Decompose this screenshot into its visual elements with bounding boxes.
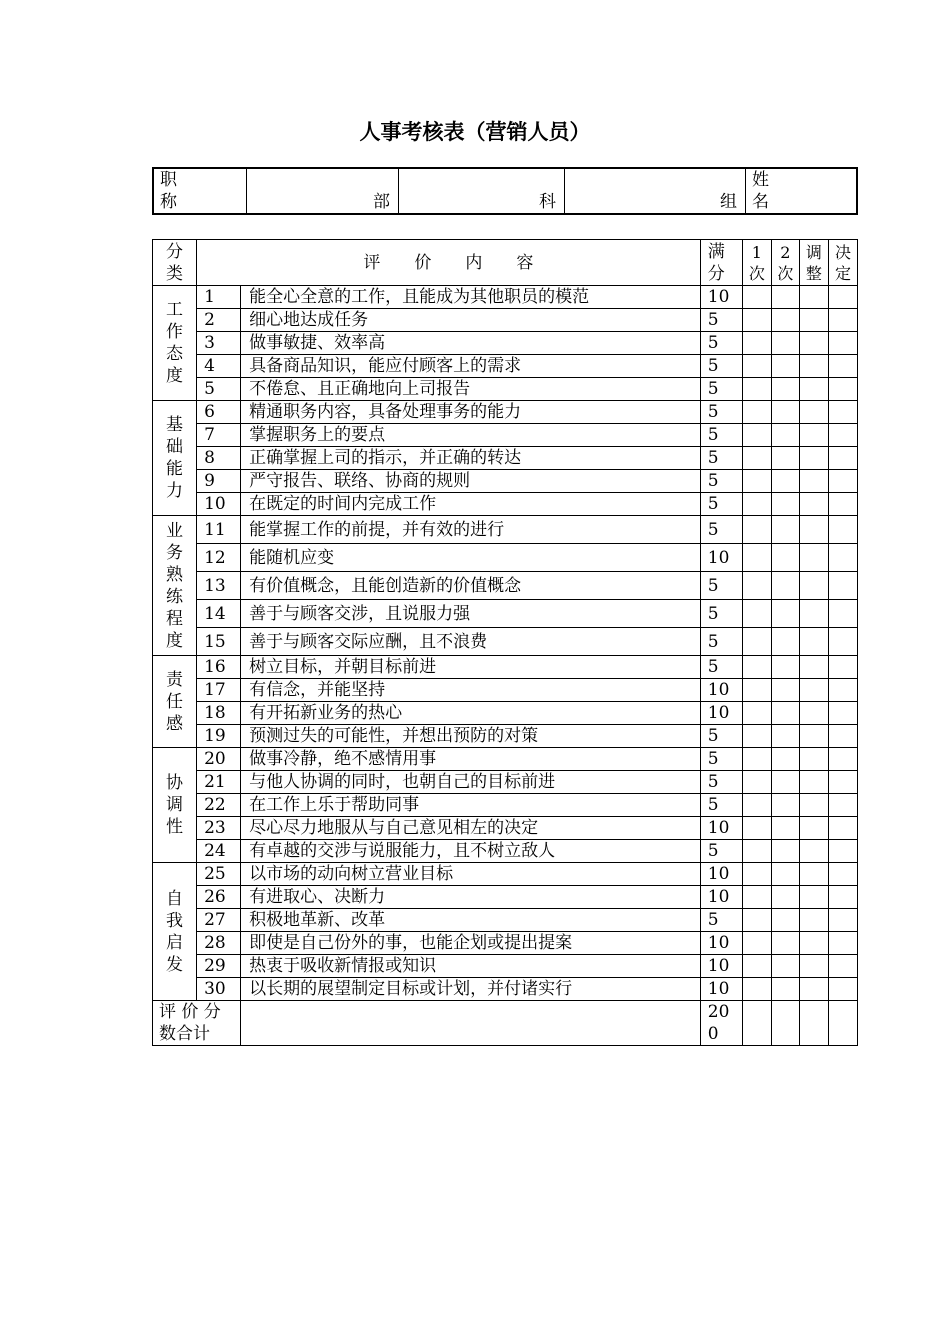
category-char: 我 [166,910,184,931]
second-eval-cell[interactable] [771,378,799,401]
decide-cell[interactable] [828,863,857,886]
adjust-cell[interactable] [799,771,828,794]
total-second-cell[interactable] [771,1001,799,1046]
item-full-score: 5 [700,840,742,863]
item-full-score: 10 [700,679,742,702]
item-text: 善于与顾客交涉，且说服力强 [241,600,701,628]
item-text: 有价值概念，且能创造新的价值概念 [241,572,701,600]
table-row [153,493,858,516]
item-number: 10 [197,493,241,516]
first-eval-cell[interactable] [742,794,771,817]
header-content: 评 价 内 容 [197,240,701,286]
item-text: 善于与顾客交际应酬，且不浪费 [241,628,701,656]
category-cell [153,748,197,863]
second-eval-cell[interactable] [771,286,799,309]
table-row [153,355,858,378]
item-text: 即使是自己份外的事，也能企划或提出提案 [241,932,701,955]
adjust-cell[interactable] [799,794,828,817]
total-row [153,1001,858,1046]
category-char: 程 [166,608,184,629]
item-full-score: 5 [700,725,742,748]
table-row [153,771,858,794]
group-field[interactable]: 组 [565,168,746,214]
table-row [153,794,858,817]
adjust-cell[interactable] [799,978,828,1001]
decide-cell[interactable] [828,840,857,863]
item-full-score: 10 [700,286,742,309]
decide-cell[interactable] [828,679,857,702]
table-row [153,600,858,628]
item-full-score: 5 [700,493,742,516]
decide-cell[interactable] [828,725,857,748]
decide-cell[interactable] [828,600,857,628]
adjust-cell[interactable] [799,424,828,447]
category-char: 力 [166,481,184,501]
first-eval-cell[interactable] [742,447,771,470]
item-full-score: 5 [700,332,742,355]
table-row [153,447,858,470]
adjust-cell[interactable] [799,516,828,544]
table-row [153,886,858,909]
category-char: 调 [166,795,184,815]
header-adjust: 调 整 [799,240,828,286]
item-number: 11 [197,516,241,544]
total-adjust-cell[interactable] [799,1001,828,1046]
category-char: 业 [166,520,184,541]
adjust-cell[interactable] [799,886,828,909]
decide-cell[interactable] [828,628,857,656]
second-eval-cell[interactable] [771,355,799,378]
table-header-row [153,240,858,286]
item-number: 3 [197,332,241,355]
first-eval-cell[interactable] [742,840,771,863]
table-row [153,470,858,493]
second-eval-cell[interactable] [771,600,799,628]
item-number: 22 [197,794,241,817]
category-char: 务 [166,542,184,563]
second-eval-cell[interactable] [771,470,799,493]
item-number: 13 [197,572,241,600]
item-text: 在既定的时间内完成工作 [241,493,701,516]
item-text: 与他人协调的同时，也朝自己的目标前进 [241,771,701,794]
first-eval-cell[interactable] [742,702,771,725]
category-char: 性 [166,817,184,837]
category-cell [153,516,197,656]
table-row [153,516,858,544]
second-eval-cell[interactable] [771,817,799,840]
category-char: 熟 [166,564,184,585]
item-full-score: 10 [700,932,742,955]
header-first-eval: 1 次 [742,240,771,286]
total-first-cell[interactable] [742,1001,771,1046]
table-row [153,840,858,863]
second-eval-cell[interactable] [771,702,799,725]
second-eval-cell[interactable] [771,794,799,817]
first-eval-cell[interactable] [742,748,771,771]
second-eval-cell[interactable] [771,493,799,516]
first-eval-cell[interactable] [742,378,771,401]
category-char: 自 [166,888,184,909]
decide-cell[interactable] [828,794,857,817]
total-full-score: 20 0 [700,1001,742,1046]
first-eval-cell[interactable] [742,309,771,332]
adjust-cell[interactable] [799,863,828,886]
item-full-score: 5 [700,516,742,544]
adjust-cell[interactable] [799,656,828,679]
item-number: 24 [197,840,241,863]
table-row [153,572,858,600]
adjust-cell[interactable] [799,355,828,378]
adjust-cell[interactable] [799,401,828,424]
item-full-score: 10 [700,978,742,1001]
decide-cell[interactable] [828,909,857,932]
first-eval-cell[interactable] [742,332,771,355]
decide-cell[interactable] [828,470,857,493]
header-decide: 决 定 [828,240,857,286]
item-text: 细心地达成任务 [241,309,701,332]
name-field[interactable]: 姓 名 [746,168,858,214]
table-row [153,932,858,955]
item-number: 16 [197,656,241,679]
first-eval-cell[interactable] [742,544,771,572]
category-char: 感 [166,713,184,734]
category-cell [153,863,197,1001]
item-number: 21 [197,771,241,794]
category-cell [153,286,197,401]
second-eval-cell[interactable] [771,544,799,572]
first-eval-cell[interactable] [742,863,771,886]
table-row [153,286,858,309]
employee-info-table [152,167,858,215]
item-number: 18 [197,702,241,725]
adjust-cell[interactable] [799,286,828,309]
item-text: 做事冷静，绝不感情用事 [241,748,701,771]
item-text: 能掌握工作的前提，并有效的进行 [241,516,701,544]
item-full-score: 5 [700,309,742,332]
evaluation-table [152,239,858,1046]
second-eval-cell[interactable] [771,332,799,355]
item-full-score: 5 [700,748,742,771]
first-eval-cell[interactable] [742,955,771,978]
item-number: 5 [197,378,241,401]
item-number: 27 [197,909,241,932]
table-row [153,401,858,424]
adjust-cell[interactable] [799,378,828,401]
item-full-score: 5 [700,600,742,628]
table-row [153,332,858,355]
item-full-score: 10 [700,886,742,909]
item-full-score: 5 [700,355,742,378]
adjust-cell[interactable] [799,702,828,725]
second-eval-cell[interactable] [771,932,799,955]
category-char: 作 [166,322,184,342]
decide-cell[interactable] [828,401,857,424]
adjust-cell[interactable] [799,332,828,355]
item-text: 不倦怠、且正确地向上司报告 [241,378,701,401]
category-char: 基 [166,415,184,435]
category-char: 度 [166,366,184,386]
adjust-cell[interactable] [799,600,828,628]
item-text: 尽心尽力地服从与自己意见相左的决定 [241,817,701,840]
item-number: 30 [197,978,241,1001]
first-eval-cell[interactable] [742,886,771,909]
adjust-cell[interactable] [799,470,828,493]
item-number: 6 [197,401,241,424]
adjust-cell[interactable] [799,909,828,932]
second-eval-cell[interactable] [771,863,799,886]
item-number: 26 [197,886,241,909]
item-full-score: 10 [700,702,742,725]
table-row [153,955,858,978]
item-text: 能全心全意的工作，且能成为其他职员的模范 [241,286,701,309]
category-char: 任 [166,691,184,712]
category-cell [153,656,197,748]
decide-cell[interactable] [828,493,857,516]
first-eval-cell[interactable] [742,470,771,493]
decide-cell[interactable] [828,978,857,1001]
first-eval-cell[interactable] [742,401,771,424]
table-row [153,424,858,447]
item-number: 19 [197,725,241,748]
adjust-cell[interactable] [799,447,828,470]
category-char: 发 [166,954,184,975]
item-text: 热衷于吸收新情报或知识 [241,955,701,978]
decide-cell[interactable] [828,748,857,771]
second-eval-cell[interactable] [771,771,799,794]
item-full-score: 10 [700,955,742,978]
item-number: 25 [197,863,241,886]
item-text: 树立目标，并朝目标前进 [241,656,701,679]
adjust-cell[interactable] [799,840,828,863]
decide-cell[interactable] [828,355,857,378]
item-full-score: 5 [700,771,742,794]
table-row [153,544,858,572]
first-eval-cell[interactable] [742,771,771,794]
category-char: 态 [166,344,184,364]
category-cell [153,401,197,516]
decide-cell[interactable] [828,656,857,679]
second-eval-cell[interactable] [771,679,799,702]
decide-cell[interactable] [828,702,857,725]
first-eval-cell[interactable] [742,656,771,679]
item-text: 预测过失的可能性，并想出预防的对策 [241,725,701,748]
category-char: 练 [166,586,184,607]
first-eval-cell[interactable] [742,286,771,309]
decide-cell[interactable] [828,424,857,447]
item-full-score: 5 [700,378,742,401]
decide-cell[interactable] [828,516,857,544]
table-row [153,748,858,771]
item-text: 有卓越的交涉与说服能力，且不树立敌人 [241,840,701,863]
page-title: 人事考核表（营销人员） [359,120,591,144]
item-number: 20 [197,748,241,771]
item-text: 能随机应变 [241,544,701,572]
item-full-score: 10 [700,544,742,572]
item-full-score: 5 [700,572,742,600]
second-eval-cell[interactable] [771,725,799,748]
table-row [153,309,858,332]
first-eval-cell[interactable] [742,628,771,656]
item-number: 17 [197,679,241,702]
item-text: 在工作上乐于帮助同事 [241,794,701,817]
category-char: 协 [166,773,184,793]
table-row [153,628,858,656]
table-row [153,702,858,725]
first-eval-cell[interactable] [742,817,771,840]
table-row [153,978,858,1001]
first-eval-cell[interactable] [742,909,771,932]
decide-cell[interactable] [828,932,857,955]
category-char: 工 [166,300,184,320]
item-full-score: 5 [700,628,742,656]
category-char: 度 [166,630,184,651]
section-field[interactable]: 科 [399,168,565,214]
category-char: 责 [166,669,184,690]
second-eval-cell[interactable] [771,447,799,470]
item-text: 有开拓新业务的热心 [241,702,701,725]
adjust-cell[interactable] [799,628,828,656]
category-char: 启 [166,932,184,953]
total-decide-cell[interactable] [828,1001,857,1046]
decide-cell[interactable] [828,378,857,401]
item-number: 28 [197,932,241,955]
decide-cell[interactable] [828,332,857,355]
item-full-score: 5 [700,656,742,679]
item-number: 23 [197,817,241,840]
table-row [153,679,858,702]
first-eval-cell[interactable] [742,725,771,748]
first-eval-cell[interactable] [742,493,771,516]
decide-cell[interactable] [828,572,857,600]
category-char: 能 [166,459,184,479]
second-eval-cell[interactable] [771,840,799,863]
second-eval-cell[interactable] [771,909,799,932]
adjust-cell[interactable] [799,679,828,702]
second-eval-cell[interactable] [771,978,799,1001]
table-row [153,725,858,748]
item-number: 4 [197,355,241,378]
decide-cell[interactable] [828,955,857,978]
second-eval-cell[interactable] [771,748,799,771]
item-text: 以市场的动向树立营业目标 [241,863,701,886]
second-eval-cell[interactable] [771,628,799,656]
header-second-eval: 2 次 [771,240,799,286]
first-eval-cell[interactable] [742,978,771,1001]
item-full-score: 5 [700,909,742,932]
adjust-cell[interactable] [799,748,828,771]
decide-cell[interactable] [828,886,857,909]
header-full-score: 满 分 [700,240,742,286]
adjust-cell[interactable] [799,544,828,572]
adjust-cell[interactable] [799,955,828,978]
second-eval-cell[interactable] [771,401,799,424]
item-text: 以长期的展望制定目标或计划，并付诸实行 [241,978,701,1001]
item-number: 1 [197,286,241,309]
total-label: 评 价 分 数合计 [153,1001,241,1046]
position-label: 职 称 [153,168,247,214]
first-eval-cell[interactable] [742,679,771,702]
item-text: 积极地革新、改革 [241,909,701,932]
item-text: 做事敏捷、效率高 [241,332,701,355]
adjust-cell[interactable] [799,572,828,600]
item-number: 12 [197,544,241,572]
second-eval-cell[interactable] [771,572,799,600]
second-eval-cell[interactable] [771,886,799,909]
item-number: 15 [197,628,241,656]
table-row [153,378,858,401]
decide-cell[interactable] [828,286,857,309]
decide-cell[interactable] [828,309,857,332]
first-eval-cell[interactable] [742,600,771,628]
department-field[interactable]: 部 [247,168,399,214]
first-eval-cell[interactable] [742,932,771,955]
header-category: 分 类 [153,240,197,286]
first-eval-cell[interactable] [742,516,771,544]
item-full-score: 5 [700,424,742,447]
first-eval-cell[interactable] [742,572,771,600]
second-eval-cell[interactable] [771,424,799,447]
item-number: 9 [197,470,241,493]
decide-cell[interactable] [828,817,857,840]
item-full-score: 5 [700,401,742,424]
table-row [153,909,858,932]
item-text: 掌握职务上的要点 [241,424,701,447]
second-eval-cell[interactable] [771,656,799,679]
first-eval-cell[interactable] [742,424,771,447]
item-text: 有信念，并能坚持 [241,679,701,702]
second-eval-cell[interactable] [771,309,799,332]
item-number: 29 [197,955,241,978]
item-text: 精通职务内容，具备处理事务的能力 [241,401,701,424]
item-number: 8 [197,447,241,470]
second-eval-cell[interactable] [771,516,799,544]
adjust-cell[interactable] [799,309,828,332]
first-eval-cell[interactable] [742,355,771,378]
item-number: 2 [197,309,241,332]
evaluation-body [153,286,858,1001]
item-number: 7 [197,424,241,447]
adjust-cell[interactable] [799,817,828,840]
item-full-score: 5 [700,470,742,493]
table-row [153,863,858,886]
total-blank-cell [241,1001,701,1046]
item-text: 有进取心、决断力 [241,886,701,909]
decide-cell[interactable] [828,447,857,470]
adjust-cell[interactable] [799,932,828,955]
adjust-cell[interactable] [799,493,828,516]
decide-cell[interactable] [828,771,857,794]
item-full-score: 5 [700,447,742,470]
item-full-score: 5 [700,794,742,817]
item-full-score: 10 [700,863,742,886]
item-text: 正确掌握上司的指示，并正确的转达 [241,447,701,470]
item-text: 具备商品知识，能应付顾客上的需求 [241,355,701,378]
decide-cell[interactable] [828,544,857,572]
table-row [153,817,858,840]
table-row [153,656,858,679]
second-eval-cell[interactable] [771,955,799,978]
category-char: 础 [166,437,184,457]
item-number: 14 [197,600,241,628]
adjust-cell[interactable] [799,725,828,748]
item-text: 严守报告、联络、协商的规则 [241,470,701,493]
item-full-score: 10 [700,817,742,840]
